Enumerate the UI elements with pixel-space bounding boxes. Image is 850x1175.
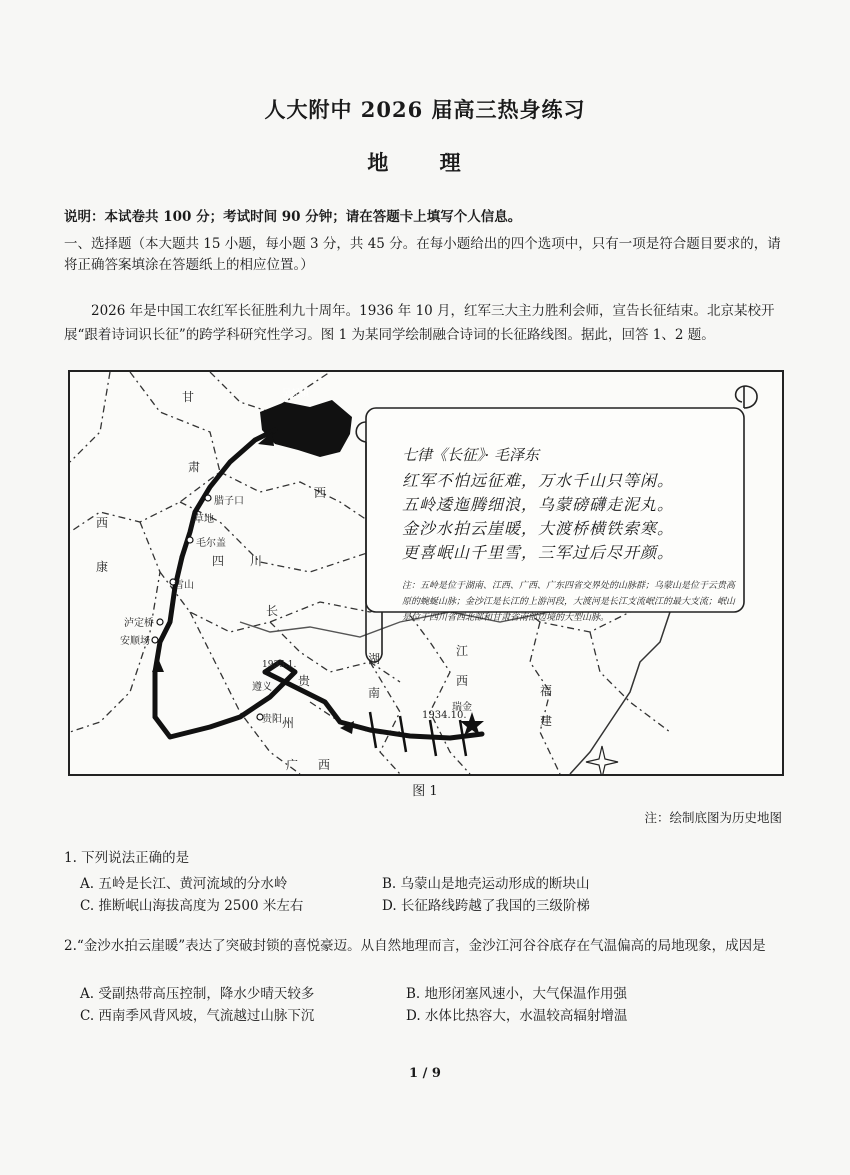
- question-1-stem: 1. 下列说法正确的是: [64, 850, 190, 866]
- label-xi-guangxi: 西: [318, 758, 331, 772]
- instructions: 说明：本试卷共 100 分；考试时间 90 分钟；请在答题卡上填写个人信息。: [64, 209, 522, 225]
- subject-title: 地 理: [367, 150, 483, 175]
- poem-title: 七律《长征》· 毛泽东: [402, 446, 540, 464]
- label-fu: 福: [540, 684, 553, 698]
- label-jiang: 江: [456, 644, 469, 658]
- label-xi-shaanxi: 西: [314, 486, 327, 500]
- q1-option-b[interactable]: B. 乌蒙山是地壳运动形成的断块山: [382, 876, 590, 892]
- label-jian: 建: [540, 714, 553, 728]
- label-date-start: 1934.10.: [422, 710, 467, 721]
- label-ruijin: 瑞金: [452, 702, 472, 713]
- q2-option-d[interactable]: D. 水体比热容大，水温较高辐射增温: [406, 1008, 628, 1024]
- label-ludingqiao: 泸定桥: [124, 618, 154, 629]
- label-xi-left: 西: [96, 516, 109, 530]
- poem-line-4: 更喜岷山千里雪，三军过后尽开颜。: [402, 543, 675, 562]
- label-guang: 广: [286, 758, 299, 772]
- label-chang: 长: [266, 604, 279, 618]
- label-gan: 甘: [182, 390, 195, 404]
- q1-option-a[interactable]: A. 五岭是长江、黄河流域的分水岭: [80, 876, 288, 892]
- label-zhou: 州: [282, 716, 295, 730]
- label-lazikou: 腊子口: [214, 496, 244, 507]
- label-xi-jiangxi: 西: [456, 674, 469, 688]
- label-hu: 湖: [368, 652, 381, 666]
- q2-option-c[interactable]: C. 西南季风背风坡，气流越过山脉下沉: [80, 1008, 315, 1024]
- label-caodi: 草地: [194, 514, 214, 525]
- label-su: 肃: [188, 460, 201, 474]
- poem-line-1: 红军不怕远征难，万水千山只等闲。: [402, 471, 675, 490]
- poem-note: 注：五岭是位于湖南、江西、广西、广东四省交界处的山脉群；乌蒙山是位于云贵高原的蜿蜒山脉；金沙江是长江的上游河段，大渡河是长江支流岷江的最大支流；岷山是位于四川省西北部和甘肃省南部边境的大型山脉。: [402, 581, 736, 623]
- question-2-stem: 2.“金沙水拍云崖暖”表达了突破封锁的喜悦豪迈。从自然地理而言，金沙江河谷谷底存在气温偏高的局地现象，成因是: [64, 938, 766, 954]
- exam-title: 人大附中 2026 届高三热身练习: [264, 97, 586, 122]
- poem-scroll: [362, 406, 754, 623]
- label-wuqi: 吴起镇: [282, 389, 310, 399]
- poem-line-2: 五岭逶迤腾细浪，乌蒙磅礴走泥丸。: [402, 495, 675, 514]
- label-xueshan: 雪山: [174, 580, 194, 591]
- town-markers: [152, 495, 263, 720]
- q1-option-d[interactable]: D. 长征路线跨越了我国的三级阶梯: [382, 898, 590, 914]
- label-date-zunyi: 1935.1.: [262, 660, 297, 670]
- label-anshunchang: 安顺场: [120, 636, 150, 647]
- q1-option-c[interactable]: C. 推断岷山海拔高度为 2500 米左右: [80, 898, 304, 914]
- label-chuan: 川: [250, 554, 263, 568]
- label-guiyang: 贵阳: [262, 714, 282, 725]
- page-number: 1 / 9: [409, 1066, 441, 1081]
- label-maoergai: 毛尔盖: [196, 538, 226, 549]
- label-si: 四: [212, 554, 225, 568]
- label-kang: 康: [96, 560, 109, 574]
- label-gui: 贵: [298, 674, 311, 688]
- q2-option-a[interactable]: A. 受副热带高压控制，降水少晴天较多: [80, 986, 315, 1002]
- figure-source-note: 注：绘制底图为历史地图: [644, 810, 782, 825]
- label-zunyi: 遵义: [252, 682, 272, 693]
- label-nan: 南: [368, 686, 381, 700]
- section-header: 一、选择题（本大题共 15 小题，每小题 3 分，共 45 分。在每小题给出的四个选项中，只有一项是符合题目要求的，请将正确答案填涂在答题纸上的相应位置。）: [64, 236, 781, 273]
- poem-line-3: 金沙水拍云崖暖，大渡桥横铁索寒。: [402, 519, 675, 538]
- figure-caption: 图 1: [412, 784, 438, 799]
- q2-option-b[interactable]: B. 地形闭塞风速小，大气保温作用强: [406, 986, 628, 1002]
- intro-paragraph: 2026 年是中国工农红军长征胜利九十周年。1936 年 10 月，红军三大主力胜利会师，宣告长征结束。北京某校开展“跟着诗词识长征”的跨学科研究性学习。图 1 为某同学绘制融合诗词的长征路线图。据此，回答 1、2 题。: [64, 303, 775, 343]
- long-march-map: [68, 370, 784, 776]
